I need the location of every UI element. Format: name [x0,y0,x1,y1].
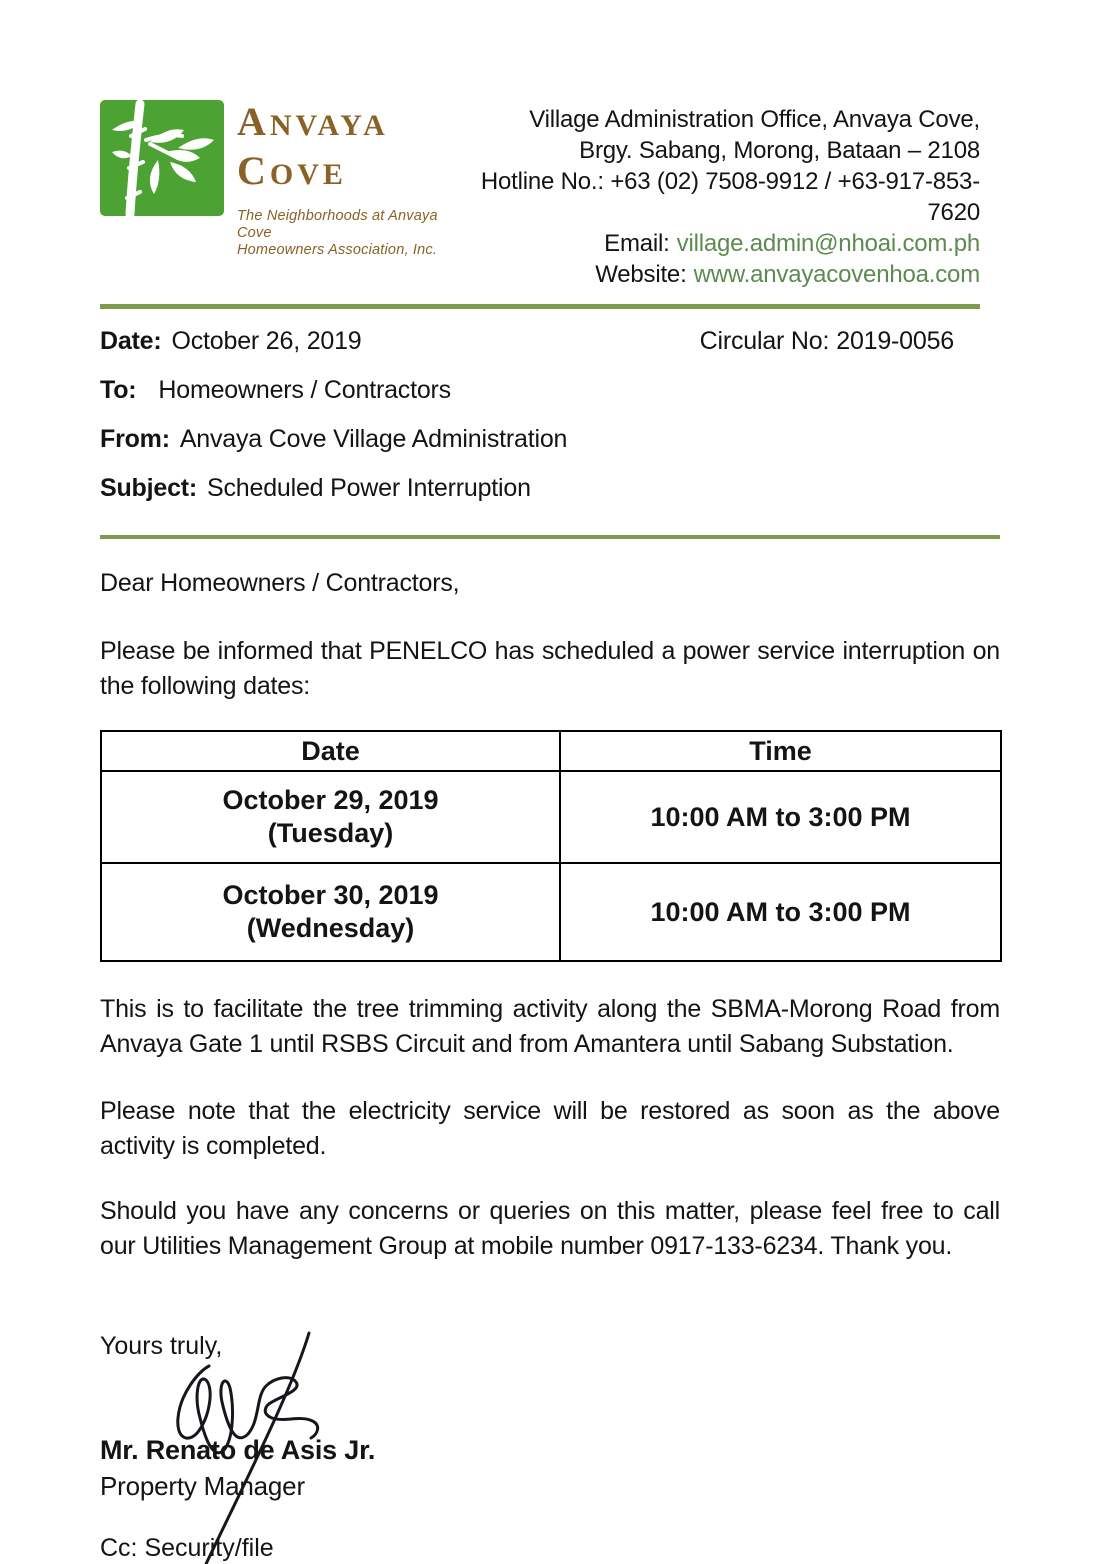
paragraph-intro: Please be informed that PENELCO has scheduled a power service interruption on the following dates: [100,637,1000,700]
date-row [100,327,1000,356]
time-cell: 10:00 AM to 3:00 PM [560,863,1001,961]
to-label: To: [100,376,137,404]
website-link[interactable]: www.anvayacovenhoa.com [693,261,980,288]
to-row [100,376,1000,405]
salutation: Dear Homeowners / Contractors, [100,569,460,597]
bamboo-icon [100,100,224,216]
meta-block [100,327,1000,503]
table-row [101,863,1001,961]
subject-divider [100,535,1000,539]
hotline-line: Hotline No.: +63 (02) 7508-9912 / +63-917-853-7620 [480,168,980,226]
time-cell: 10:00 AM to 3:00 PM [560,771,1001,863]
email-line: Email: village.admin@nhoai.com.ph [604,230,980,257]
address-line1: Village Administration Office, Anvaya Cove, [529,106,980,133]
to-value: Homeowners / Contractors [158,376,451,404]
table-header-row [101,731,1001,771]
address-line2: Brgy. Sabang, Morong, Bataan – 2108 [579,137,980,164]
cc-line: Cc: Security/file [100,1534,274,1562]
from-value: Anvaya Cove Village Administration [179,425,568,453]
column-header-date: Date [101,731,560,771]
date-value: October 26, 2019 [171,327,362,355]
subject-row [100,474,1000,503]
paragraph-contact: Should you have any concerns or queries on this matter, please feel free to call our Utilities Management Group at mobile number 0917-133-6234. Thank you. [100,1197,1000,1260]
date-label: Date: [100,327,162,355]
circular-number: Circular No: 2019-0056 [699,327,954,355]
date-cell: October 29, 2019 (Tuesday) [101,771,560,863]
signer-name: Mr. Renato de Asis Jr. [100,1435,376,1465]
from-row [100,425,1000,454]
from-label: From: [100,425,170,453]
logo-wordmark [237,100,457,290]
paragraph-reason: This is to facilitate the tree trimming activity along the SBMA-Morong Road from Anvaya Gate 1 until RSBS Circuit and from Amantera until Sabang Substation. [100,995,1000,1058]
website-line: Website: www.anvayacovenhoa.com [595,261,980,288]
anvaya-cove-logo [100,100,457,290]
letterhead [100,100,1000,290]
date-cell: October 30, 2019 (Wednesday) [101,863,560,961]
subject-label: Subject: [100,474,198,502]
email-link[interactable]: village.admin@nhoai.com.ph [676,230,980,257]
logo-line-cove: COVE [237,148,347,193]
schedule-table [100,730,1002,962]
logo-line-anvaya: ANVAYA [237,99,389,144]
table-row [101,771,1001,863]
column-header-time: Time [560,731,1001,771]
contact-block [457,104,980,290]
signer-title: Property Manager [100,1471,305,1501]
subject-value: Scheduled Power Interruption [207,474,531,502]
logo-tagline: The Neighborhoods at Anvaya Cove Homeowners Association, Inc. [237,208,438,258]
closing-phrase: Yours truly, [100,1332,223,1360]
header-divider [100,304,980,309]
paragraph-restoration: Please note that the electricity service will be restored as soon as the above activity is completed. [100,1097,1000,1160]
